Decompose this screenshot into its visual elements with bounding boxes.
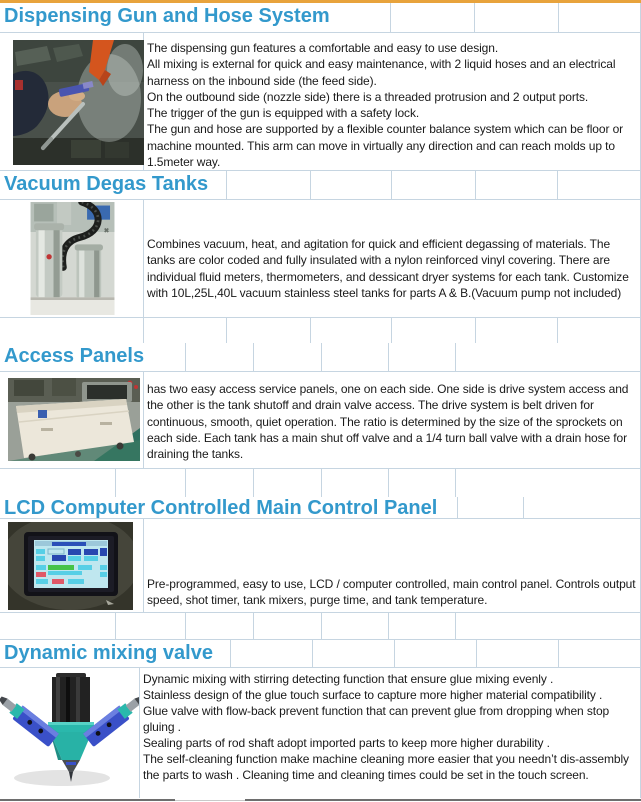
section-dispensing-gun-header <box>0 3 641 33</box>
grid-cell <box>185 469 253 497</box>
body-line: has two easy access service panels, one on each side. One side is drive system access and the other is the tank shutoff and drain valve access. The drive system is belt driven for continuous, smooth, quiet operation. The ratio is determined by the size of the sprockets on each side. Each tank has a main shut off valve and a 1/4 turn ball valve with a drain hose for draining the tanks. <box>147 382 629 462</box>
lcd-panel-text <box>144 519 641 612</box>
body-line: Glue valve with flow-back prevent function that can prevent glue from dropping when stop gluing . <box>143 704 610 734</box>
section-access-panels-body <box>0 372 641 468</box>
grid-cell <box>0 469 115 497</box>
grid-cell <box>455 613 641 639</box>
dispensing-gun-photo-cell <box>0 33 144 170</box>
grid-cell <box>557 318 641 343</box>
section-title-lcd-panel: LCD Computer Controlled Main Control Panel <box>4 497 438 519</box>
grid-cell <box>475 171 557 199</box>
grid-cell <box>185 343 253 371</box>
grid-cell <box>115 613 185 639</box>
section-mixing-valve-body <box>0 668 641 798</box>
grid-cell <box>253 343 321 371</box>
vacuum-degas-tanks-photo <box>25 202 120 315</box>
dynamic-mixing-valve-render <box>0 670 139 791</box>
grid-cell <box>475 318 557 343</box>
grid-cell <box>226 171 310 199</box>
grid-cell <box>321 613 388 639</box>
grid-cell <box>457 497 523 518</box>
access-panels-photo <box>8 378 140 461</box>
section-title-mixing-valve: Dynamic mixing valve <box>4 642 213 664</box>
grid-cell <box>0 318 143 343</box>
grid-cell <box>388 343 455 371</box>
grid-cell <box>390 3 474 32</box>
bottom-border-segment <box>175 800 245 801</box>
grid-cell <box>557 171 641 199</box>
grid-spacer-row <box>0 468 641 497</box>
grid-cell <box>321 469 388 497</box>
grid-cell <box>388 469 455 497</box>
section-lcd-panel-body <box>0 519 641 612</box>
access-panels-text <box>144 372 641 468</box>
grid-cell <box>253 469 321 497</box>
grid-spacer-row <box>0 612 641 639</box>
grid-cell <box>455 469 641 497</box>
section-title-access-panels: Access Panels <box>4 345 145 367</box>
body-line: The self-cleaning function make machine cleaning more easier that you needn’t dis-assembly the parts to wash . Cleaning time and cleaning times could be set in the touch screen. <box>143 752 629 782</box>
section-title-vacuum-degas: Vacuum Degas Tanks <box>4 173 209 195</box>
grid-cell <box>391 318 475 343</box>
grid-cell <box>476 640 558 667</box>
body-line: The gun and hose are supported by a flexible counter balance system which can be floor or machine mounted. This arm can move in virtually any direction and can reach molds up to 1.5meter way. <box>147 122 624 170</box>
body-line: The dispensing gun features a comfortable and easy to use design. <box>147 41 499 55</box>
grid-cell <box>310 318 391 343</box>
bottom-border-segment <box>0 799 175 801</box>
section-mixing-valve-header <box>0 639 641 668</box>
vacuum-degas-photo-cell <box>0 200 144 317</box>
grid-cell <box>310 171 391 199</box>
body-line: Dynamic mixing with stirring detecting function that ensure glue mixing evenly . <box>143 672 554 686</box>
section-vacuum-degas-header <box>0 170 641 200</box>
dispensing-gun-photo <box>13 40 144 165</box>
body-line: Combines vacuum, heat, and agitation for quick and efficient degassing of materials. The tanks are color coded and fully insulated with a nylon reinforced vinyl covering. There are individual fluid meters, thermometers, and dessicant dryer systems for each tank. Customize with 10L,25L,40L vacuum stainless steel tanks for parts A & B.(Vacuum pump not included) <box>147 237 629 300</box>
grid-cell <box>312 640 394 667</box>
bottom-border-segment <box>245 799 641 801</box>
grid-cell <box>115 469 185 497</box>
grid-cell <box>321 343 388 371</box>
section-dispensing-gun-body <box>0 33 641 170</box>
mixing-valve-photo-cell <box>0 668 140 798</box>
section-lcd-panel-header <box>0 497 641 519</box>
vacuum-degas-text <box>144 200 641 317</box>
grid-cell <box>226 318 310 343</box>
grid-cell <box>558 3 641 32</box>
grid-cell <box>143 318 226 343</box>
grid-spacer-row <box>0 317 641 343</box>
grid-cell <box>523 497 641 518</box>
dispensing-gun-text <box>144 33 641 170</box>
section-title-dispensing-gun: Dispensing Gun and Hose System <box>4 5 330 27</box>
grid-cell <box>474 3 558 32</box>
body-line: The trigger of the gun is equipped with a safety lock. <box>147 106 420 121</box>
body-line: Pre-programmed, easy to use, LCD / computer controlled, main control panel. Controls output speed, shot timer, tank mixers, purge time, and tank temperature. <box>147 577 636 608</box>
grid-cell <box>388 613 455 639</box>
grid-cell <box>394 640 476 667</box>
page-bottom-border <box>0 798 641 802</box>
section-vacuum-degas-body <box>0 200 641 317</box>
grid-cell <box>558 640 641 667</box>
access-panels-photo-cell <box>0 372 144 468</box>
grid-cell <box>391 171 475 199</box>
grid-cell <box>0 613 115 639</box>
lcd-control-panel-photo <box>8 522 133 610</box>
grid-cell <box>230 640 312 667</box>
grid-cell <box>185 613 253 639</box>
grid-cell <box>455 343 641 371</box>
grid-cell <box>253 613 321 639</box>
lcd-panel-photo-cell <box>0 519 144 612</box>
body-line: On the outbound side (nozzle side) there is a threaded protrusion and 2 output ports. <box>147 89 589 104</box>
body-line: Stainless design of the glue touch surface to capture more higher material compatibility . <box>143 688 603 702</box>
body-line: All mixing is external for quick and easy maintenance, with 2 liquid hoses and an electrical harness on the inbound side (the feed side). <box>147 57 616 88</box>
section-access-panels-header <box>0 343 641 372</box>
mixing-valve-text <box>140 668 641 798</box>
body-line: Sealing parts of rod shaft adopt imported parts to keep more higher durability . <box>143 736 550 750</box>
